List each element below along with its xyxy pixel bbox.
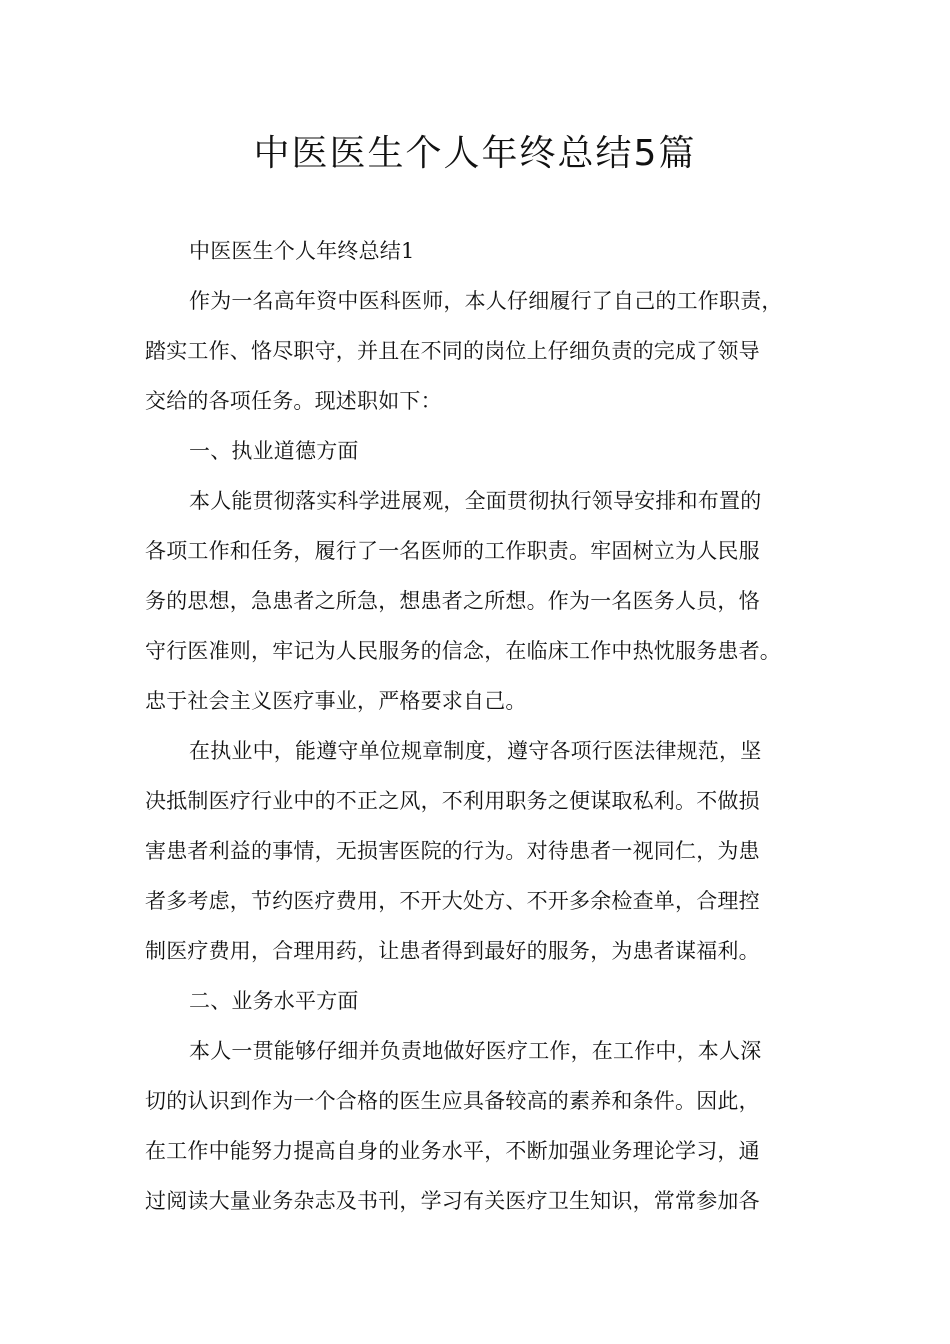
section-heading xyxy=(145,226,810,276)
document-body xyxy=(145,226,810,1226)
text-line: 交给的各项任务。现述职如下： xyxy=(145,389,442,413)
text-line: 者多考虑，节约医疗费用，不开大处方、不开多余检查单，合理控 xyxy=(145,889,760,913)
text-line: 切的认识到作为一个合格的医生应具备较高的素养和条件。因此， xyxy=(145,1089,760,1113)
text-line: 本人能贯彻落实科学进展观，全面贯彻执行领导安排和布置的 xyxy=(189,489,762,513)
text-line: 忠于社会主义医疗事业，严格要求自己。 xyxy=(145,689,527,713)
text-line: 中医医生个人年终总结1 xyxy=(189,239,415,263)
text-line: 踏实工作、恪尽职守，并且在不同的岗位上仔细负责的完成了领导 xyxy=(145,339,760,363)
text-line: 决抵制医疗行业中的不正之风，不利用职务之便谋取私利。不做损 xyxy=(145,789,760,813)
paragraph-intro xyxy=(145,276,810,426)
text-line: 害患者利益的事情，无损害医院的行为。对待患者一视同仁，为患 xyxy=(145,839,760,863)
text-line: 守行医准则，牢记为人民服务的信念，在临床工作中热忱服务患者。 xyxy=(145,639,781,663)
subheading-skills xyxy=(145,976,810,1026)
document-title: 中医医生个人年终总结5篇 xyxy=(253,133,697,174)
text-line: 作为一名高年资中医科医师，本人仔细履行了自己的工作职责， xyxy=(189,289,783,313)
text-line: 二、业务水平方面 xyxy=(189,989,359,1013)
paragraph-ethics-2 xyxy=(145,726,810,976)
text-line: 务的思想，急患者之所急，想患者之所想。作为一名医务人员，恪 xyxy=(145,589,760,613)
paragraph-skills xyxy=(145,1026,810,1226)
text-line: 本人一贯能够仔细并负责地做好医疗工作，在工作中，本人深 xyxy=(189,1039,762,1063)
text-line: 制医疗费用，合理用药，让患者得到最好的服务，为患者谋福利。 xyxy=(145,939,760,963)
text-line: 过阅读大量业务杂志及书刊，学习有关医疗卫生知识，常常参加各 xyxy=(145,1189,760,1213)
text-line: 各项工作和任务，履行了一名医师的工作职责。牢固树立为人民服 xyxy=(145,539,760,563)
text-line: 在工作中能努力提高自身的业务水平，不断加强业务理论学习，通 xyxy=(145,1139,760,1163)
text-line: 一、执业道德方面 xyxy=(189,439,359,463)
paragraph-ethics-1 xyxy=(145,476,810,726)
subheading-ethics xyxy=(145,426,810,476)
text-line: 在执业中，能遵守单位规章制度，遵守各项行医法律规范，坚 xyxy=(189,739,762,763)
